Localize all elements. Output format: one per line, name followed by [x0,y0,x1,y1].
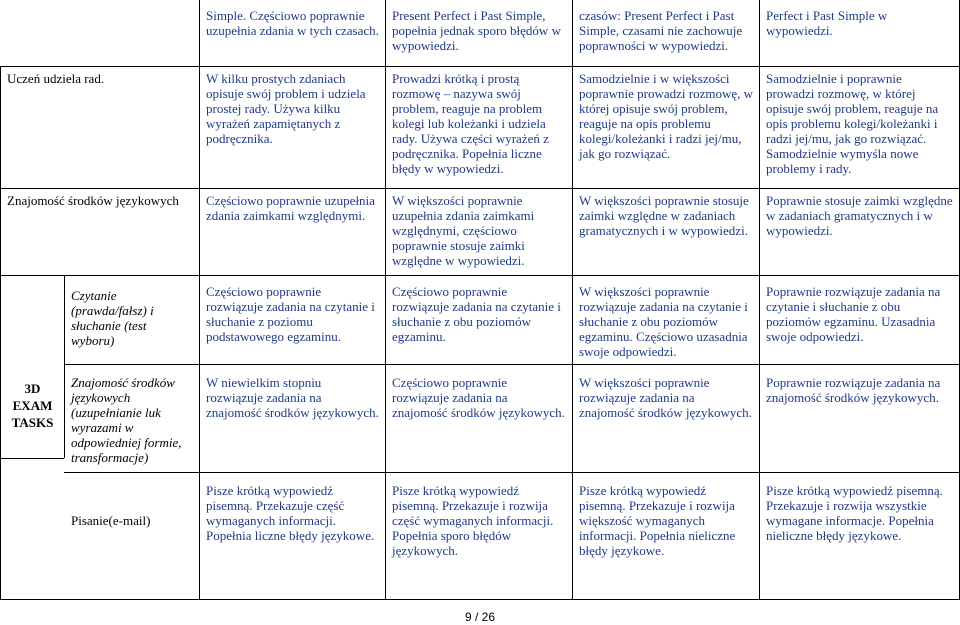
table-cell: W niewielkim stopniu rozwiązuje zadania na znajomość środków językowych. [206,375,379,420]
row-label: Czytanie (prawda/fałsz) i słuchanie (test wyboru) [71,288,154,348]
table-cell: Present Perfect i Past Simple, popełnia jednak sporo błędów w wypowiedzi. [392,8,561,53]
table-cell: czasów: Present Perfect i Past Simple, czasami nie zachowuje poprawności w wypowiedzi. [579,8,743,53]
table-cell: Częściowo poprawnie rozwiązuje zadania na czytanie i słuchanie z obu poziomów egzaminu. [392,284,561,344]
table-cell: Pisze krótką wypowiedź pisemną. Przekazuje i rozwija wszystkie wymagane informacje. Popełnia nieliczne błędy językowe. [766,483,943,543]
section-label-line: 3D [24,381,41,396]
table-cell: Samodzielnie i w większości poprawnie prowadzi rozmowę, w której opisuje swój problem, reaguje na opis problemu kolegi/koleżanki i radzi jej/mu, jak go rozwiązać. [579,71,753,161]
table-cell: Poprawnie stosuje zaimki względne w zadaniach gramatycznych i w wypowiedzi. [766,193,953,238]
table-cell: Poprawnie rozwiązuje zadania na czytanie i słuchanie z obu poziomów egzaminu. Uzasadnia swoje odpowiedzi. [766,284,941,344]
table-cell: Prowadzi krótką i prostą rozmowę – nazywa swój problem, reaguje na problem kolegi lub koleżanki i udziela rady. Używa części wyrażeń z podręcznika. Popełnia liczne błędy w wypowiedzi. [392,71,549,176]
row-label: Pisanie(e-mail) [71,513,151,528]
section-label-line: TASKS [11,415,54,430]
table-cell: Pisze krótką wypowiedź pisemną. Przekazuje część wymaganych informacji. Popełnia liczne błędy językowe. [206,483,375,543]
table-cell: W większości poprawnie uzupełnia zdania zaimkami względnymi, częściowo poprawnie stosuje zaimki względne w wypowiedzi. [392,193,535,268]
table-cell: Częściowo poprawnie rozwiązuje zadania na znajomość środków językowych. [392,375,565,420]
table-cell: W większości poprawnie stosuje zaimki względne w zadaniach gramatycznych i w wypowiedzi. [579,193,749,238]
table-cell: Częściowo poprawnie rozwiązuje zadania na czytanie i słuchanie z poziomu podstawowego egzaminu. [206,284,375,344]
table-cell: W większości poprawnie rozwiązuje zadania na znajomość środków językowych. [579,375,752,420]
section-label [1,380,64,440]
section-label-line: EXAM [12,398,53,413]
page-number: 9 / 26 [464,610,496,624]
row-label: Znajomość środków językowych (uzupełnianie luk wyrazami w odpowiedniej formie, transformacje) [71,375,182,465]
table-cell: Samodzielnie i poprawnie prowadzi rozmowę, w której opisuje swój problem, reaguje na opis problemu kolegi/koleżanki i radzi jej/mu, jak go rozwiązać. Samodzielnie wymyśla nowe problemy i rady. [766,71,939,176]
table-cell: Perfect i Past Simple w wypowiedzi. [766,8,888,38]
table-cell: Simple. Częściowo poprawnie uzupełnia zdania w tych czasach. [206,8,379,38]
table-cell: Pisze krótką wypowiedź pisemną. Przekazuje i rozwija część wymaganych informacji. Popełnia sporo błędów językowych. [392,483,554,558]
table-cell: W większości poprawnie rozwiązuje zadania na czytanie i słuchanie z obu poziomów egzaminu. Częściowo uzasadnia swoje odpowiedzi. [579,284,748,359]
table-cell: Pisze krótką wypowiedź pisemną. Przekazuje i rozwija większość wymaganych informacji. Popełnia nieliczne błędy językowe. [579,483,736,558]
table-cell: Poprawnie rozwiązuje zadania na znajomość środków językowych. [766,375,941,405]
table-cell: W kilku prostych zdaniach opisuje swój problem i udziela prostej rady. Używa kilku wyrażeń zapamiętanych z podręcznika. [206,71,366,146]
row-label: Znajomość środków językowych [7,193,179,208]
row-label: Uczeń udziela rad. [7,71,105,86]
table-cell: Częściowo poprawnie uzupełnia zdania zaimkami względnymi. [206,193,375,223]
